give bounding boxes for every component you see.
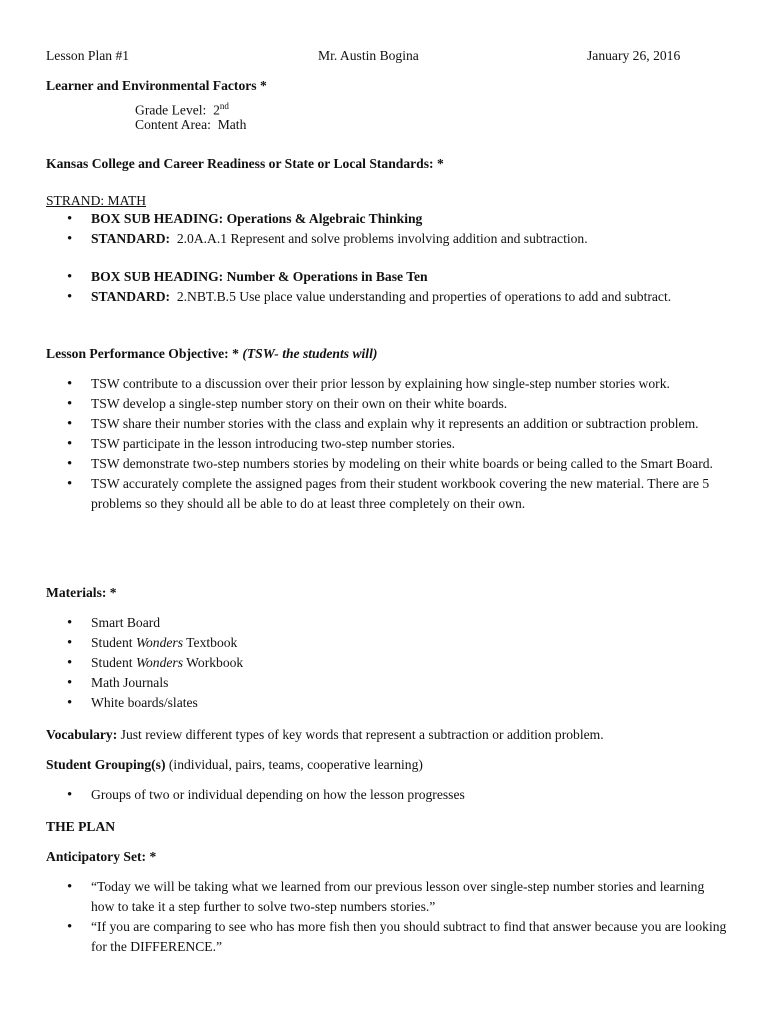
list-item: • BOX SUB HEADING: Number & Operations in Base Ten [46, 267, 731, 287]
anticipatory-list [46, 877, 731, 957]
list-item: • Student Wonders Textbook [46, 633, 243, 653]
objective-note: (TSW- the students will) [242, 346, 378, 361]
grouping-line [46, 755, 423, 775]
anticipatory-heading: Anticipatory Set: * [46, 849, 157, 864]
plan-heading: THE PLAN [46, 819, 116, 834]
grouping-text: (individual, pairs, teams, cooperative learning) [168, 757, 423, 772]
list-item: • White boards/slates [46, 693, 243, 713]
lesson-plan-number: Lesson Plan #1 [46, 48, 130, 63]
teacher-name: Mr. Austin Bogina [318, 48, 419, 63]
materials-list [46, 613, 243, 713]
list-item: • STANDARD: 2.NBT.B.5 Use place value understanding and properties of operations to add and subtract. [46, 287, 731, 307]
list-item: • “If you are comparing to see who has more fish then you should subtract to find that answer because you are looking for the DIFFERENCE.” [46, 917, 731, 957]
list-item: • TSW share their number stories with the class and explain why it represents an addition or subtraction problem. [46, 414, 731, 434]
grouping-label: Student Grouping(s) [46, 757, 166, 772]
list-item: • Smart Board [46, 613, 243, 633]
list-item: • TSW accurately complete the assigned pages from their student workbook covering the new material. There are 5 problems so they should all be able to do at least three completely on their own. [46, 474, 731, 514]
learner-factors-heading: Learner and Environmental Factors * [46, 78, 267, 93]
content-area-label: Content Area: [135, 117, 211, 132]
list-item: • BOX SUB HEADING: Operations & Algebraic Thinking [46, 209, 588, 229]
strand-heading: STRAND: MATH [46, 193, 147, 208]
grade-level-label: Grade Level: [135, 102, 207, 118]
lesson-date: January 26, 2016 [587, 48, 681, 63]
vocabulary-line [46, 725, 604, 745]
standards-list-2 [46, 267, 731, 307]
list-item: • STANDARD: 2.0A.A.1 Represent and solve problems involving addition and subtraction. [46, 229, 588, 249]
list-item: • TSW participate in the lesson introducing two-step number stories. [46, 434, 731, 454]
standards-heading: Kansas College and Career Readiness or State or Local Standards: * [46, 156, 444, 171]
list-item: • “Today we will be taking what we learned from our previous lesson over single-step number stories and learning how to take it a step further to solve two-step numbers stories.” [46, 877, 731, 917]
list-item: • Student Wonders Workbook [46, 653, 243, 673]
grade-level-value: 2 [213, 102, 220, 118]
list-item: • TSW develop a single-step number story on their own on their white boards. [46, 394, 731, 414]
content-area-line [135, 115, 246, 135]
list-item: • TSW contribute to a discussion over their prior lesson by explaining how single-step number stories work. [46, 374, 731, 394]
content-area-value: Math [217, 117, 247, 132]
grade-level-suffix: nd [219, 101, 229, 111]
objective-list [46, 374, 731, 514]
standards-list-1 [46, 209, 588, 249]
grouping-list [46, 785, 465, 805]
vocabulary-text: Just review different types of key words that represent a subtraction or addition problem. [120, 727, 604, 742]
vocabulary-label: Vocabulary: [46, 727, 118, 742]
list-item: • TSW demonstrate two-step numbers stories by modeling on their white boards or being called to the Smart Board. [46, 454, 731, 474]
materials-heading: Materials: * [46, 585, 117, 600]
objective-heading: Lesson Performance Objective: * (TSW- the students will) [46, 346, 378, 361]
list-item: • Math Journals [46, 673, 243, 693]
list-item: • Groups of two or individual depending on how the lesson progresses [46, 785, 465, 805]
